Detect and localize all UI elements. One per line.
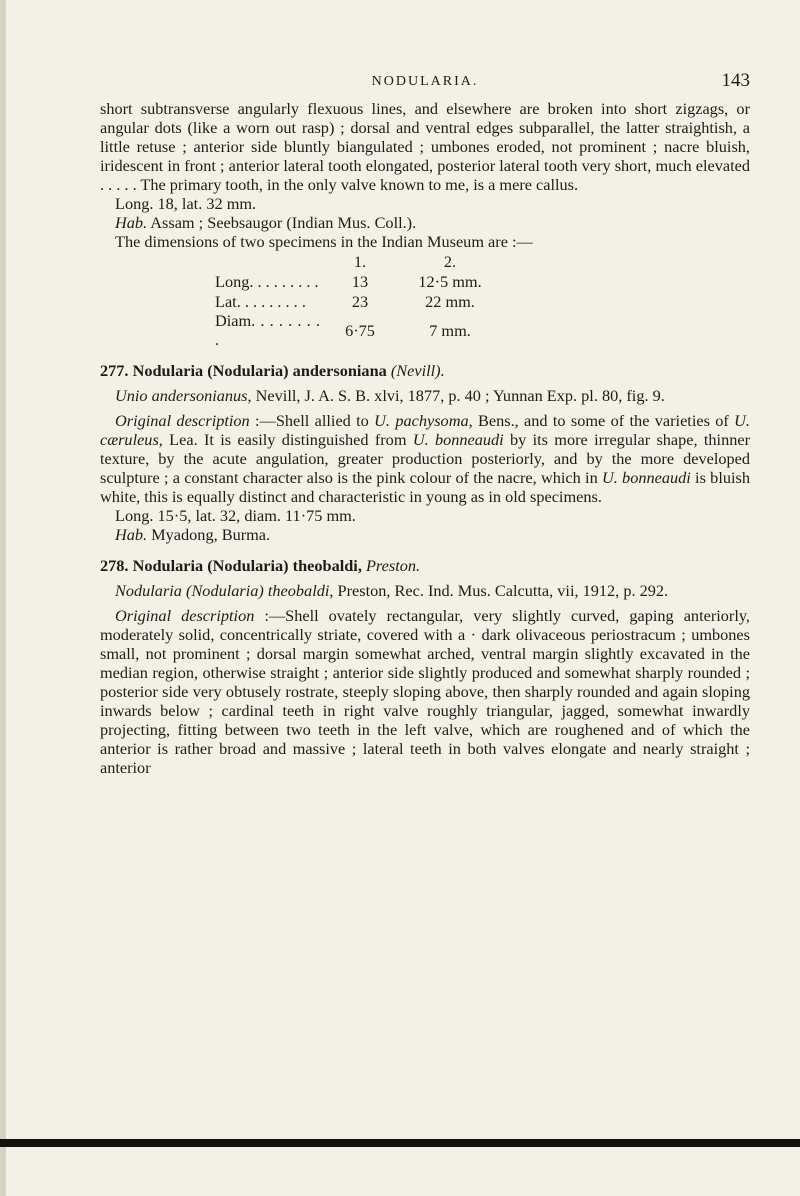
hab-label: Hab. [115,213,148,232]
species-277-heading: 277. Nodularia (Nodularia) andersoniana (Nevill). [100,361,445,380]
cell-value: 22 mm. [425,291,475,311]
dimensions-table [215,251,500,349]
page-number: 143 [721,70,750,91]
cell-value: 6·75 [345,320,375,340]
bottom-rule [0,1139,800,1147]
running-title: NODULARIA. [371,74,479,89]
species-278-citation: Nodularia (Nodularia) theobaldi, Preston, Rec. Ind. Mus. Calcutta, vii, 1912, p. 292. [115,581,669,600]
page-body [100,99,750,777]
cell-value: 12·5 mm. [418,271,482,291]
species-277-measurements: Long. 15·5, lat. 32, diam. 11·75 mm. [115,506,356,525]
species-278-author: Preston. [365,556,421,575]
species-277-author: (Nevill). [390,361,445,380]
page-header [100,70,750,96]
cell-value: 13 [351,271,369,291]
column-header: 1. [353,251,367,271]
row-label: Diam. . . . . . . . . [215,311,320,349]
dimensions-intro: The dimensions of two specimens in the Indian Museum are :— [115,232,533,251]
species-278-description: Original description :—Shell ovately rectangular, very slightly curved, gaping anteriorly, moderately solid, concentrically striate, covered with a · dark olivaceous periostracum ; umbones small, not prominent ; dorsal margin somewhat arched, ventral margin slightly excavated in the median region, otherwise straight ; anterior side slightly produced and somewhat sharply rounded ; posterior side very obtusely rostrate, steeply sloping above, then sharply rounded and again sloping inwards below ; cardinal teeth in right valve roughly triangular, jagged, somewhat inwardly projecting, fitting between two teeth in the left valve, which are roughened and of which the anterior is rather broad and massive ; lateral teeth in both valves elongate and nearly straight ; anterior [100,606,751,777]
page-edge-shadow [0,0,6,1196]
table-row [215,291,500,311]
table-row [215,271,500,291]
cell-value: 23 [351,291,369,311]
intro-habitat: Hab. Assam ; Seebsaugor (Indian Mus. Coll.). [115,213,417,232]
row-label: Long. . . . . . . . . [215,271,319,291]
intro-paragraph: short subtransverse angularly flexuous lines, and elsewhere are broken into short zigzags, or angular dots (like a worn out rasp) ; dorsal and ventral edges subparallel, the latter straightish, a little retuse ; anterior side bluntly biangulated ; umbones eroded, not prominent ; nacre bluish, iridescent in front ; anterior lateral tooth elongated, posterior lateral tooth very short, much elevated . . . . . The primary tooth, in the only valve known to me, is a mere callus. [100,99,750,194]
species-277-description: Original description :—Shell allied to U. pachysoma, Bens., and to some of the varieties of U. cæruleus, Lea. It is easily distinguished from U. bonneaudi by its more irregular shape, thinner texture, by the acute angulation, greater production posteriorly, and by the more developed sculpture ; a constant character also is the pink colour of the nacre, which in U. bonneaudi is bluish white, this is equally distinct and characteristic in young as in old specimens. [100,411,751,506]
species-277-citation: Unio andersonianus, Nevill, J. A. S. B. xlvi, 1877, p. 40 ; Yunnan Exp. pl. 80, fig. 9. [115,386,665,405]
table-row [215,311,500,349]
intro-measurements: Long. 18, lat. 32 mm. [115,194,257,213]
table-header-row [215,251,500,271]
row-label: Lat. . . . . . . . . [215,291,306,311]
column-header: 2. [443,251,457,271]
cell-value: 7 mm. [429,320,471,340]
species-277-habitat: Hab. Myadong, Burma. [115,525,271,544]
species-278-heading: 278. Nodularia (Nodularia) theobaldi, Preston. [100,556,421,575]
